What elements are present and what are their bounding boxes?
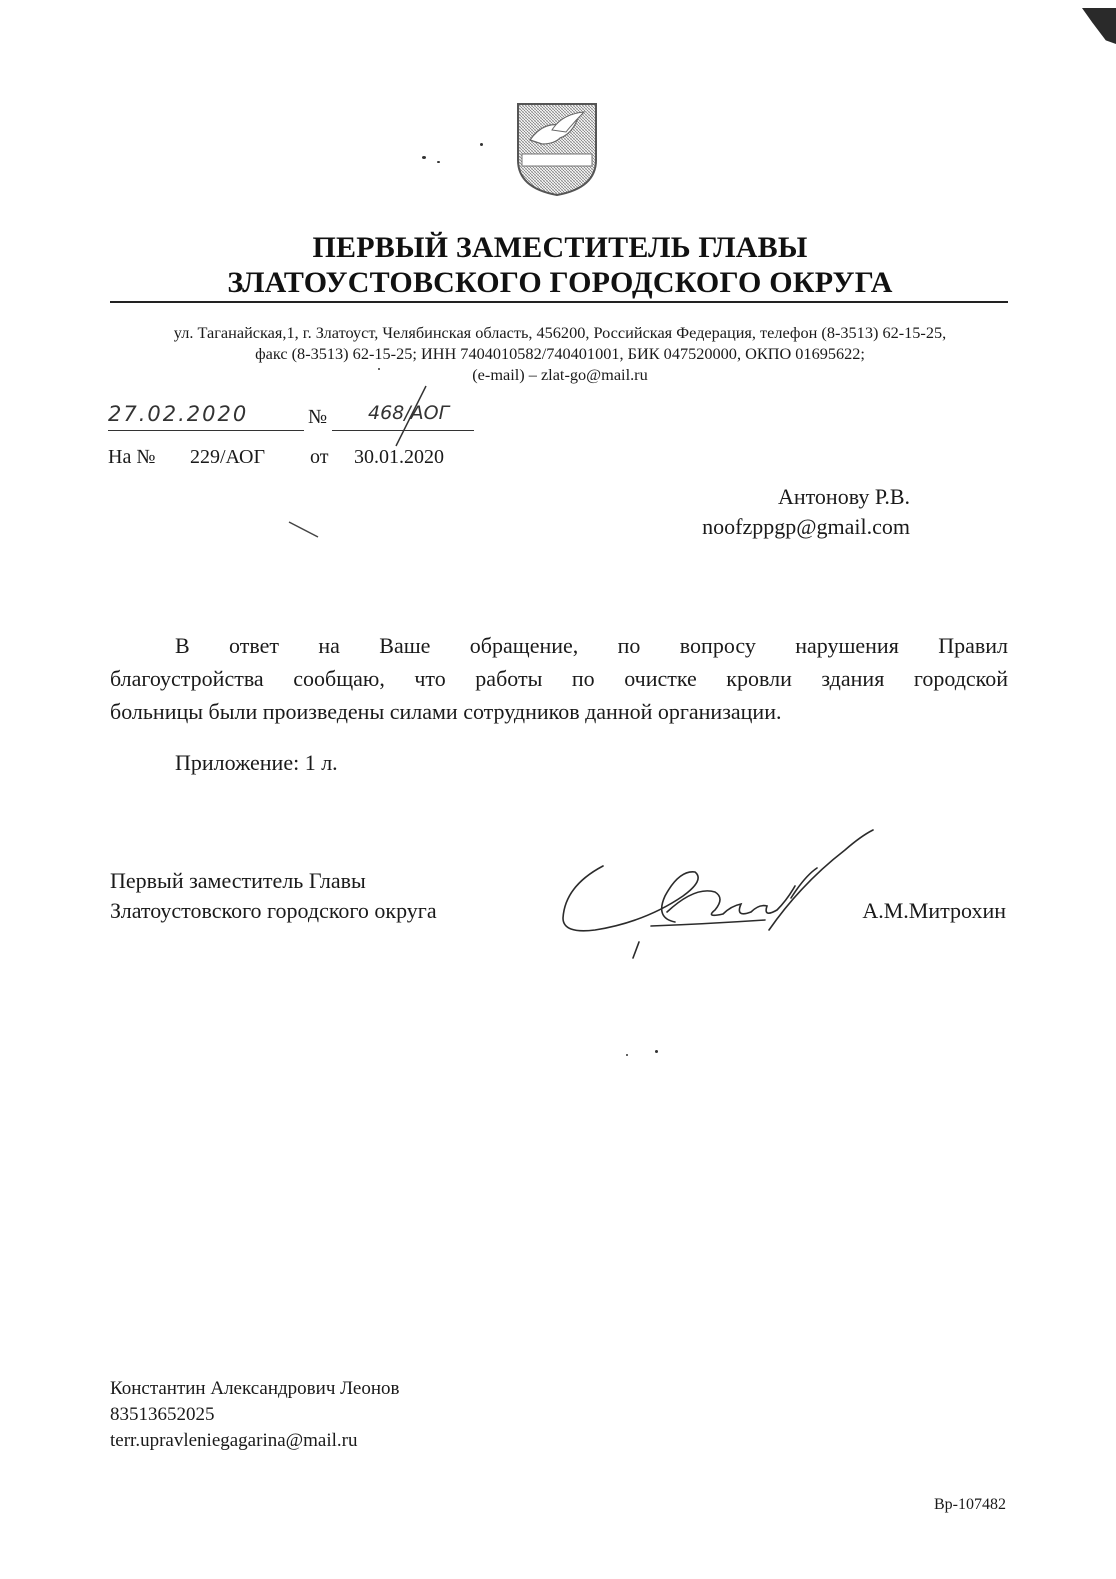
signer-name: А.М.Митрохин xyxy=(862,898,1006,923)
executor-phone: 83513652025 xyxy=(110,1404,215,1425)
reply-from-label: от xyxy=(310,446,329,468)
outgoing-date-underline xyxy=(108,430,304,431)
scan-speck xyxy=(626,1054,628,1056)
body-line-2: благоустройства сообщаю, что работы по очистке кровли здания городской xyxy=(110,666,1008,691)
signer-position-line2: Златоустовского городского округа xyxy=(110,898,437,923)
recipient-name: Антонову Р.В. xyxy=(777,484,910,509)
scan-stroke xyxy=(288,520,320,540)
executor-name: Константин Александрович Леонов xyxy=(110,1378,400,1399)
reply-number: 229/АОГ xyxy=(190,446,266,468)
body-line-1: В ответ на Ваше обращение, по вопросу нарушения Правил xyxy=(175,633,1008,658)
contact-line-address: ул. Таганайская,1, г. Златоуст, Челябинская область, 456200, Российская Федерация, телефон (8-3513) 62-15-25, xyxy=(173,323,947,342)
appendix-note: Приложение: 1 л. xyxy=(175,750,338,775)
letter-body xyxy=(110,629,1008,728)
reply-number-label: На № xyxy=(108,446,156,468)
outgoing-number: 468/АОГ xyxy=(368,402,450,424)
body-line-3: больницы были произведены силами сотрудников данной организации. xyxy=(110,699,782,724)
document-title-line2: ЗЛАТОУСТОВСКОГО ГОРОДСКОГО ОКРУГА xyxy=(227,266,893,299)
document-code: Вр-107482 xyxy=(934,1496,1006,1513)
contact-line-requisites: факс (8-3513) 62-15-25; ИНН 7404010582/740401001, БИК 047520000, ОКПО 01695622; xyxy=(255,344,865,363)
city-emblem-icon xyxy=(514,100,600,198)
header-divider xyxy=(110,301,1008,303)
handwritten-signature-icon xyxy=(555,826,885,962)
outgoing-number-label: № xyxy=(308,406,328,428)
contact-line-email: (e-mail) – zlat-go@mail.ru xyxy=(472,365,648,384)
scan-speck xyxy=(437,161,440,163)
number-slash-stroke xyxy=(390,384,430,448)
scan-speck xyxy=(480,143,483,146)
scan-corner-mark xyxy=(1082,8,1116,44)
executor-email: terr.upravleniegagarina@mail.ru xyxy=(110,1430,358,1451)
signer-position-line1: Первый заместитель Главы xyxy=(110,868,366,893)
recipient-email: noofzppgp@gmail.com xyxy=(702,514,910,539)
scan-speck xyxy=(655,1050,658,1053)
reply-date: 30.01.2020 xyxy=(354,446,444,468)
document-title-line1: ПЕРВЫЙ ЗАМЕСТИТЕЛЬ ГЛАВЫ xyxy=(312,231,808,264)
scan-speck xyxy=(422,156,426,159)
outgoing-date: 27.02.2020 xyxy=(108,402,249,426)
